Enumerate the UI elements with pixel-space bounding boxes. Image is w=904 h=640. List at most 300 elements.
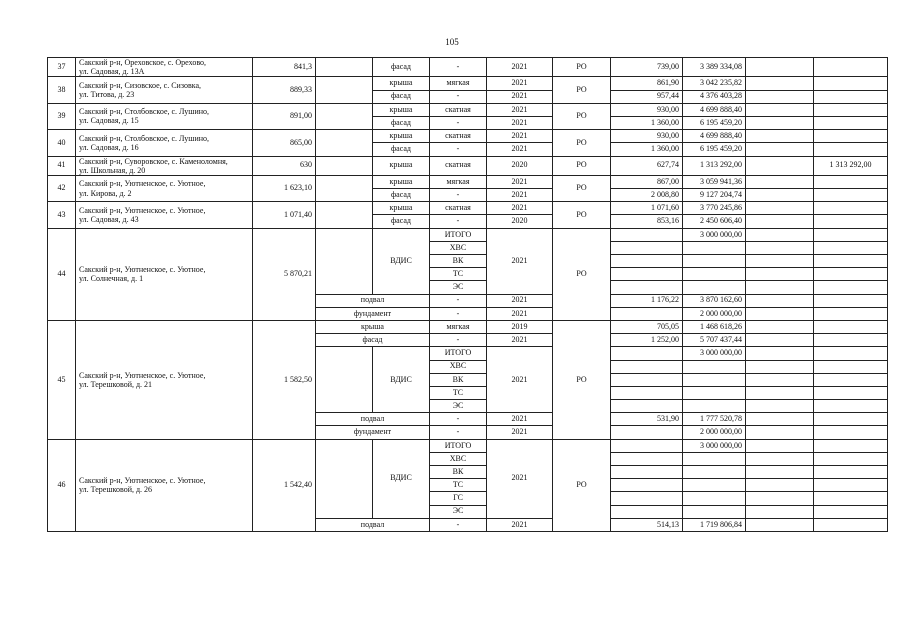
empty-cell	[746, 439, 814, 452]
row-number-cell: 39	[48, 103, 76, 129]
sum-cell: 1 777 520,78	[683, 413, 746, 426]
row-number-cell: 37	[48, 58, 76, 77]
empty-cell	[746, 202, 814, 215]
table-row	[48, 58, 888, 77]
material-cell: -	[430, 334, 487, 347]
material-cell: -	[430, 90, 487, 103]
empty-cell	[746, 452, 814, 465]
empty-cell	[746, 143, 814, 156]
empty-cell	[746, 281, 814, 294]
empty-cell	[814, 373, 888, 386]
empty-cell	[611, 400, 683, 413]
vdis-subsystem-cell: ТС	[430, 386, 487, 399]
material-cell: -	[430, 215, 487, 228]
sum-cell: 3 870 162,60	[683, 294, 746, 307]
year-cell: 2020	[487, 156, 553, 175]
address-cell	[76, 58, 253, 77]
sum-cell: 3 000 000,00	[683, 228, 746, 241]
sum-cell	[683, 466, 746, 479]
address-cell	[76, 156, 253, 175]
empty-cell	[611, 505, 683, 518]
unit-cost-cell: 1 252,00	[611, 334, 683, 347]
empty-cell	[611, 373, 683, 386]
work-type-cell: фасад	[316, 334, 430, 347]
empty-cell	[746, 518, 814, 531]
vdis-subsystem-cell: ВК	[430, 373, 487, 386]
empty-cell	[746, 90, 814, 103]
empty-cell	[316, 439, 373, 518]
material-cell: -	[430, 294, 487, 307]
table-row	[48, 77, 888, 90]
extra-sum-cell	[814, 426, 888, 439]
sum-cell: 2 450 606,40	[683, 215, 746, 228]
vdis-subsystem-cell: ИТОГО	[430, 439, 487, 452]
address-line: Сакский р-н, Уютненское, с. Уютное,	[79, 265, 206, 275]
area-cell: 841,3	[253, 58, 316, 77]
vdis-subsystem-cell: ИТОГО	[430, 347, 487, 360]
year-cell: 2021	[487, 90, 553, 103]
vdis-label-cell: ВДИС	[373, 228, 430, 294]
material-cell: -	[430, 58, 487, 77]
empty-cell	[746, 373, 814, 386]
area-cell: 1 542,40	[253, 439, 316, 531]
empty-cell	[746, 215, 814, 228]
area-cell: 5 870,21	[253, 228, 316, 320]
year-cell: 2021	[487, 347, 553, 413]
unit-cost-cell: 1 360,00	[611, 116, 683, 129]
vdis-subsystem-cell: ТС	[430, 479, 487, 492]
row-number-cell: 45	[48, 320, 76, 439]
extra-sum-cell	[814, 518, 888, 531]
address-cell	[76, 228, 253, 320]
material-cell: -	[430, 189, 487, 202]
sum-cell	[683, 360, 746, 373]
sum-cell: 1 468 618,26	[683, 320, 746, 333]
year-cell: 2021	[487, 116, 553, 129]
row-number-cell: 42	[48, 175, 76, 201]
ro-cell: РО	[553, 202, 611, 228]
empty-cell	[316, 58, 373, 77]
empty-cell	[316, 175, 373, 201]
empty-cell	[746, 307, 814, 320]
ro-cell: РО	[553, 58, 611, 77]
unit-cost-cell: 957,44	[611, 90, 683, 103]
year-cell: 2021	[487, 294, 553, 307]
ro-cell: РО	[553, 77, 611, 103]
address-line: Сакский р-н, Уютненское, с. Уютное,	[79, 179, 206, 189]
work-type-cell: подвал	[316, 294, 430, 307]
address-line: ул. Садовая, д. 13А	[79, 67, 145, 77]
work-type-cell: фундамент	[316, 307, 430, 320]
empty-cell	[814, 492, 888, 505]
material-cell: мягкая	[430, 175, 487, 188]
sum-cell: 3 389 334,08	[683, 58, 746, 77]
material-cell: скатная	[430, 156, 487, 175]
work-type-cell: крыша	[373, 103, 430, 116]
work-type-cell: крыша	[373, 77, 430, 90]
empty-cell	[746, 413, 814, 426]
empty-cell	[316, 77, 373, 103]
empty-cell	[746, 130, 814, 143]
empty-cell	[814, 241, 888, 254]
row-number-cell: 41	[48, 156, 76, 175]
year-cell: 2021	[487, 103, 553, 116]
address-line: Сакский р-н, Сизовское, с. Сизовка,	[79, 80, 202, 90]
year-cell: 2020	[487, 215, 553, 228]
address-line: ул. Титова, д. 23	[79, 90, 135, 100]
extra-sum-cell	[814, 58, 888, 77]
empty-cell	[746, 103, 814, 116]
empty-cell	[611, 492, 683, 505]
unit-cost-cell: 739,00	[611, 58, 683, 77]
sum-cell	[683, 241, 746, 254]
material-cell: скатная	[430, 130, 487, 143]
material-cell: -	[430, 143, 487, 156]
row-number-cell: 44	[48, 228, 76, 320]
sum-cell	[683, 400, 746, 413]
page-number: 105	[445, 37, 459, 47]
address-cell	[76, 77, 253, 103]
vdis-subsystem-cell: ЭС	[430, 400, 487, 413]
sum-cell	[683, 505, 746, 518]
sum-cell	[683, 452, 746, 465]
material-cell: скатная	[430, 103, 487, 116]
ro-cell: РО	[553, 103, 611, 129]
empty-cell	[746, 116, 814, 129]
empty-cell	[746, 77, 814, 90]
empty-cell	[611, 241, 683, 254]
row-number-cell: 38	[48, 77, 76, 103]
vdis-subsystem-cell: ВК	[430, 255, 487, 268]
empty-cell	[814, 386, 888, 399]
vdis-subsystem-cell: ВК	[430, 466, 487, 479]
area-cell: 1 623,10	[253, 175, 316, 201]
sum-cell: 2 000 000,00	[683, 426, 746, 439]
extra-sum-cell	[814, 202, 888, 215]
work-type-cell: крыша	[373, 202, 430, 215]
sum-cell: 6 195 459,20	[683, 143, 746, 156]
year-cell: 2021	[487, 334, 553, 347]
empty-cell	[611, 479, 683, 492]
sum-cell: 3 770 245,86	[683, 202, 746, 215]
material-cell: -	[430, 413, 487, 426]
extra-sum-cell	[814, 334, 888, 347]
work-type-cell: подвал	[316, 518, 430, 531]
extra-sum-cell	[814, 90, 888, 103]
empty-cell	[814, 255, 888, 268]
work-type-cell: подвал	[316, 413, 430, 426]
empty-cell	[746, 360, 814, 373]
area-cell: 1 582,50	[253, 320, 316, 439]
vdis-subsystem-cell: ГС	[430, 492, 487, 505]
empty-cell	[746, 156, 814, 175]
empty-cell	[814, 439, 888, 452]
work-type-cell: крыша	[373, 130, 430, 143]
material-cell: мягкая	[430, 320, 487, 333]
empty-cell	[814, 268, 888, 281]
empty-cell	[746, 466, 814, 479]
empty-cell	[746, 334, 814, 347]
work-type-cell: фасад	[373, 215, 430, 228]
empty-cell	[316, 228, 373, 294]
sum-cell	[683, 492, 746, 505]
unit-cost-cell: 861,90	[611, 77, 683, 90]
extra-sum-cell	[814, 130, 888, 143]
sum-cell: 5 707 437,44	[683, 334, 746, 347]
vdis-subsystem-cell: ХВС	[430, 452, 487, 465]
area-cell: 1 071,40	[253, 202, 316, 228]
year-cell: 2021	[487, 202, 553, 215]
address-line: Сакский р-н, Суворовское, с. Каменоломня,	[79, 156, 228, 166]
empty-cell	[746, 294, 814, 307]
table-row	[48, 320, 888, 333]
empty-cell	[746, 492, 814, 505]
material-cell: -	[430, 116, 487, 129]
ro-cell: РО	[553, 175, 611, 201]
empty-cell	[316, 103, 373, 129]
sum-cell: 3 000 000,00	[683, 347, 746, 360]
table-row	[48, 202, 888, 215]
unit-cost-cell	[611, 426, 683, 439]
sum-cell: 1 313 292,00	[683, 156, 746, 175]
table-row	[48, 175, 888, 188]
table-row	[48, 130, 888, 143]
vdis-subsystem-cell: ХВС	[430, 360, 487, 373]
unit-cost-cell: 1 360,00	[611, 143, 683, 156]
ro-cell: РО	[553, 228, 611, 320]
empty-cell	[746, 320, 814, 333]
work-type-cell: фасад	[373, 58, 430, 77]
unit-cost-cell: 2 008,80	[611, 189, 683, 202]
sum-cell	[683, 373, 746, 386]
table-body	[48, 58, 888, 532]
extra-sum-cell	[814, 116, 888, 129]
empty-cell	[814, 360, 888, 373]
extra-sum-cell	[814, 307, 888, 320]
row-number-cell: 46	[48, 439, 76, 531]
sum-cell: 4 699 888,40	[683, 103, 746, 116]
address-line: Сакский р-н, Ореховское, с. Орехово,	[79, 58, 207, 67]
sum-cell	[683, 255, 746, 268]
empty-cell	[746, 241, 814, 254]
empty-cell	[611, 466, 683, 479]
vdis-subsystem-cell: ТС	[430, 268, 487, 281]
sum-cell: 1 719 806,84	[683, 518, 746, 531]
vdis-subsystem-cell: ИТОГО	[430, 228, 487, 241]
address-line: ул. Садовая, д. 16	[79, 142, 139, 152]
address-line: ул. Терешковой, д. 21	[79, 379, 153, 389]
vdis-subsystem-cell: ХВС	[430, 241, 487, 254]
year-cell: 2021	[487, 413, 553, 426]
address-line: ул. Кирова, д. 2	[79, 188, 132, 198]
empty-cell	[814, 479, 888, 492]
empty-cell	[746, 268, 814, 281]
address-cell	[76, 439, 253, 531]
address-line: Сакский р-н, Столбовское, с. Лушино,	[79, 133, 210, 143]
empty-cell	[611, 439, 683, 452]
ro-cell: РО	[553, 156, 611, 175]
sum-cell: 4 376 403,28	[683, 90, 746, 103]
empty-cell	[814, 228, 888, 241]
empty-cell	[814, 505, 888, 518]
address-line: ул. Терешковой, д. 26	[79, 485, 153, 495]
empty-cell	[746, 228, 814, 241]
address-line: ул. Школьная, д. 20	[79, 165, 146, 175]
sum-cell	[683, 386, 746, 399]
year-cell: 2021	[487, 143, 553, 156]
area-cell: 891,00	[253, 103, 316, 129]
area-cell: 889,33	[253, 77, 316, 103]
sum-cell: 3 059 941,36	[683, 175, 746, 188]
unit-cost-cell: 627,74	[611, 156, 683, 175]
empty-cell	[814, 347, 888, 360]
material-cell: скатная	[430, 202, 487, 215]
vdis-label-cell: ВДИС	[373, 347, 430, 413]
empty-cell	[611, 228, 683, 241]
area-cell: 865,00	[253, 130, 316, 156]
empty-cell	[611, 452, 683, 465]
extra-sum-cell	[814, 294, 888, 307]
empty-cell	[316, 156, 373, 175]
address-cell	[76, 175, 253, 201]
sum-cell	[683, 281, 746, 294]
ro-cell: РО	[553, 439, 611, 531]
table-row	[48, 228, 888, 241]
table-row	[48, 439, 888, 452]
material-cell: -	[430, 307, 487, 320]
extra-sum-cell	[814, 175, 888, 188]
extra-sum-cell	[814, 320, 888, 333]
empty-cell	[611, 281, 683, 294]
extra-sum-cell	[814, 77, 888, 90]
extra-sum-cell: 1 313 292,00	[814, 156, 888, 175]
address-cell	[76, 202, 253, 228]
unit-cost-cell: 853,16	[611, 215, 683, 228]
unit-cost-cell: 705,05	[611, 320, 683, 333]
sum-cell: 4 699 888,40	[683, 130, 746, 143]
capital-repair-table	[47, 57, 888, 532]
extra-sum-cell	[814, 215, 888, 228]
vdis-subsystem-cell: ЭС	[430, 281, 487, 294]
material-cell: мягкая	[430, 77, 487, 90]
address-line: Сакский р-н, Уютненское, с. Уютное,	[79, 205, 206, 215]
empty-cell	[611, 360, 683, 373]
empty-cell	[746, 58, 814, 77]
unit-cost-cell: 1 176,22	[611, 294, 683, 307]
empty-cell	[316, 130, 373, 156]
year-cell: 2021	[487, 130, 553, 143]
empty-cell	[746, 400, 814, 413]
year-cell: 2021	[487, 307, 553, 320]
empty-cell	[611, 347, 683, 360]
empty-cell	[746, 189, 814, 202]
address-line: ул. Садовая, д. 43	[79, 214, 139, 224]
work-type-cell: крыша	[373, 175, 430, 188]
address-line: Сакский р-н, Столбовское, с. Лушино,	[79, 107, 210, 117]
table-row	[48, 156, 888, 175]
work-type-cell: фасад	[373, 90, 430, 103]
address-line: Сакский р-н, Уютненское, с. Уютное,	[79, 370, 206, 380]
row-number-cell: 40	[48, 130, 76, 156]
work-type-cell: крыша	[316, 320, 430, 333]
address-cell	[76, 103, 253, 129]
empty-cell	[611, 268, 683, 281]
address-line: Сакский р-н, Уютненское, с. Уютное,	[79, 476, 206, 486]
ro-cell: РО	[553, 130, 611, 156]
empty-cell	[746, 175, 814, 188]
material-cell: -	[430, 426, 487, 439]
sum-cell: 3 042 235,82	[683, 77, 746, 90]
year-cell: 2021	[487, 58, 553, 77]
empty-cell	[814, 452, 888, 465]
empty-cell	[746, 479, 814, 492]
empty-cell	[611, 255, 683, 268]
ro-cell: РО	[553, 320, 611, 439]
empty-cell	[746, 505, 814, 518]
empty-cell	[814, 281, 888, 294]
sum-cell	[683, 268, 746, 281]
year-cell: 2019	[487, 320, 553, 333]
sum-cell: 3 000 000,00	[683, 439, 746, 452]
unit-cost-cell	[611, 307, 683, 320]
extra-sum-cell	[814, 143, 888, 156]
work-type-cell: фасад	[373, 189, 430, 202]
extra-sum-cell	[814, 413, 888, 426]
address-line: ул. Солнечная, д. 1	[79, 274, 144, 284]
empty-cell	[814, 400, 888, 413]
table-row	[48, 103, 888, 116]
address-line: ул. Садовая, д. 15	[79, 116, 139, 126]
material-cell: -	[430, 518, 487, 531]
year-cell: 2021	[487, 228, 553, 294]
extra-sum-cell	[814, 189, 888, 202]
address-cell	[76, 130, 253, 156]
extra-sum-cell	[814, 103, 888, 116]
empty-cell	[316, 347, 373, 413]
unit-cost-cell: 930,00	[611, 103, 683, 116]
vdis-subsystem-cell: ЭС	[430, 505, 487, 518]
work-type-cell: фундамент	[316, 426, 430, 439]
year-cell: 2021	[487, 189, 553, 202]
year-cell: 2021	[487, 77, 553, 90]
empty-cell	[611, 386, 683, 399]
empty-cell	[746, 386, 814, 399]
unit-cost-cell: 531,90	[611, 413, 683, 426]
sum-cell	[683, 479, 746, 492]
work-type-cell: крыша	[373, 156, 430, 175]
work-type-cell: фасад	[373, 116, 430, 129]
empty-cell	[746, 255, 814, 268]
sum-cell: 9 127 204,74	[683, 189, 746, 202]
unit-cost-cell: 514,13	[611, 518, 683, 531]
area-cell: 630	[253, 156, 316, 175]
empty-cell	[746, 426, 814, 439]
work-type-cell: фасад	[373, 143, 430, 156]
year-cell: 2021	[487, 426, 553, 439]
vdis-label-cell: ВДИС	[373, 439, 430, 518]
year-cell: 2021	[487, 439, 553, 518]
empty-cell	[814, 466, 888, 479]
address-cell	[76, 320, 253, 439]
year-cell: 2021	[487, 518, 553, 531]
empty-cell	[316, 202, 373, 228]
year-cell: 2021	[487, 175, 553, 188]
unit-cost-cell: 1 071,60	[611, 202, 683, 215]
empty-cell	[746, 347, 814, 360]
sum-cell: 2 000 000,00	[683, 307, 746, 320]
row-number-cell: 43	[48, 202, 76, 228]
unit-cost-cell: 867,00	[611, 175, 683, 188]
